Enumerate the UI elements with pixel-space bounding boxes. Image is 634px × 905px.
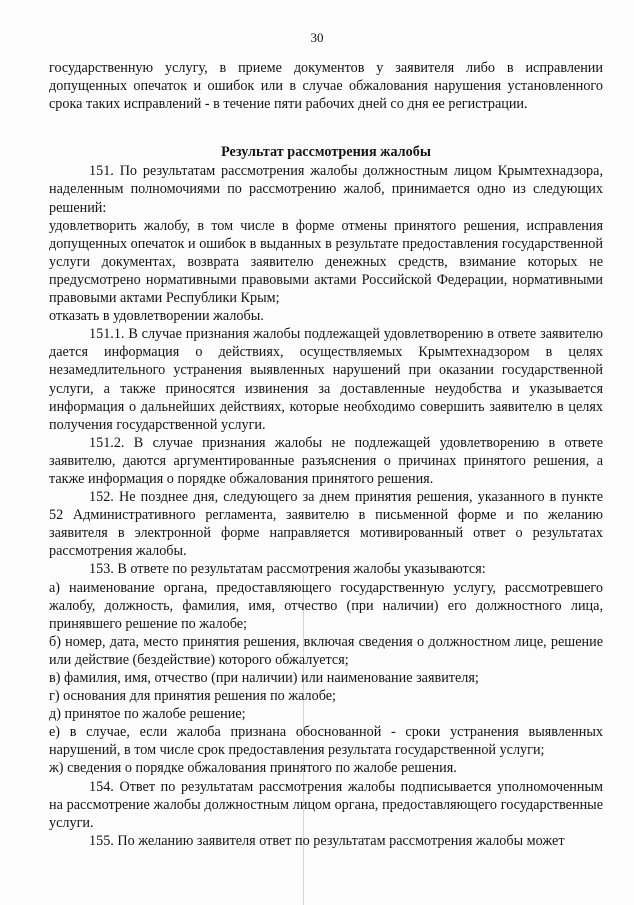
paragraph-152: 152. Не позднее дня, следующего за днем принятия решения, указанного в пункте 52 Административного регламента, заявителю в письменной форме и по желанию заявителя в электронной форме направляется мотивированный ответ о результатах рассмотрения жалобы. xyxy=(49,489,603,560)
paragraph-153: 153. В ответе по результатам рассмотрения жалобы указываются: xyxy=(89,561,486,578)
document-body xyxy=(49,59,603,850)
paragraph-153-item-zh: ж) сведения о порядке обжалования принятого по жалобе решения. xyxy=(49,760,457,777)
paragraph-155: 155. По желанию заявителя ответ по результатам рассмотрения жалобы может xyxy=(89,832,565,849)
page-number: 30 xyxy=(310,30,324,45)
section-heading: Результат рассмотрения жалобы xyxy=(221,144,431,161)
paragraph-151-1: 151.1. В случае признания жалобы подлежащей удовлетворению в ответе заявителю дается информация о действиях, осуществляемых Крымтехнадзором в целях незамедлительного устранения выявленных нарушений при оказании государственной услуги, а также приносятся извинения за доставленные неудобства и указывается информация о дальнейших действиях, которые необходимо совершить заявителю в целях получения государственной услуги. xyxy=(49,326,603,433)
paragraph-153-item-d: д) принятое по жалобе решение; xyxy=(49,706,246,723)
paragraph-153-item-e: е) в случае, если жалоба признана обоснованной - сроки устранения выявленных нарушений, в том числе срок предоставления результата государственной услуги; xyxy=(49,724,603,759)
paragraph-151-option-satisfy: удовлетворить жалобу, в том числе в форме отмены принятого решения, исправления допущенных опечаток и ошибок в выданных в результате предоставления государственной услуги документах, возврата заявителю денежных средств, взимание которых не предусмотрено нормативными правовыми актами Российской Федерации, нормативными правовыми актами Республики Крым; xyxy=(49,217,603,307)
paragraph-153-item-b: б) номер, дата, место принятия решения, включая сведения о должностном лице, решение или действие (бездействие) которого обжалуется; xyxy=(49,633,603,668)
paragraph-151-option-refuse: отказать в удовлетворении жалобы. xyxy=(49,308,264,325)
paragraph-154: 154. Ответ по результатам рассмотрения жалобы подписывается уполномоченным на рассмотрение жалобы должностным лицом органа, предоставляющего государственные услуги. xyxy=(49,778,603,831)
paragraph-151: 151. По результатам рассмотрения жалобы должностным лицом Крымтехнадзора, наделенным полномочиями по рассмотрению жалоб, принимается одно из следующих решений: xyxy=(49,163,603,216)
intro-paragraph: государственную услугу, в приеме документов у заявителя либо в исправлении допущенных опечаток и ошибок или в случае обжалования нарушения установленного срока таких исправлений - в течение пяти рабочих дней со дня ее регистрации. xyxy=(49,60,603,113)
paragraph-153-item-a: а) наименование органа, предоставляющего государственную услугу, рассмотревшего жалобу, должность, фамилия, имя, отчество (при наличии) его должностного лица, принявшего решение по жалобе; xyxy=(49,579,603,632)
paragraph-153-item-g: г) основания для принятия решения по жалобе; xyxy=(49,688,336,705)
paragraph-153-item-v: в) фамилия, имя, отчество (при наличии) или наименование заявителя; xyxy=(49,670,479,686)
paragraph-151-2: 151.2. В случае признания жалобы не подлежащей удовлетворению в ответе заявителю, даются аргументированные разъяснения о причинах принятого решения, а также информация о порядке обжалования принятого решения. xyxy=(49,434,603,487)
